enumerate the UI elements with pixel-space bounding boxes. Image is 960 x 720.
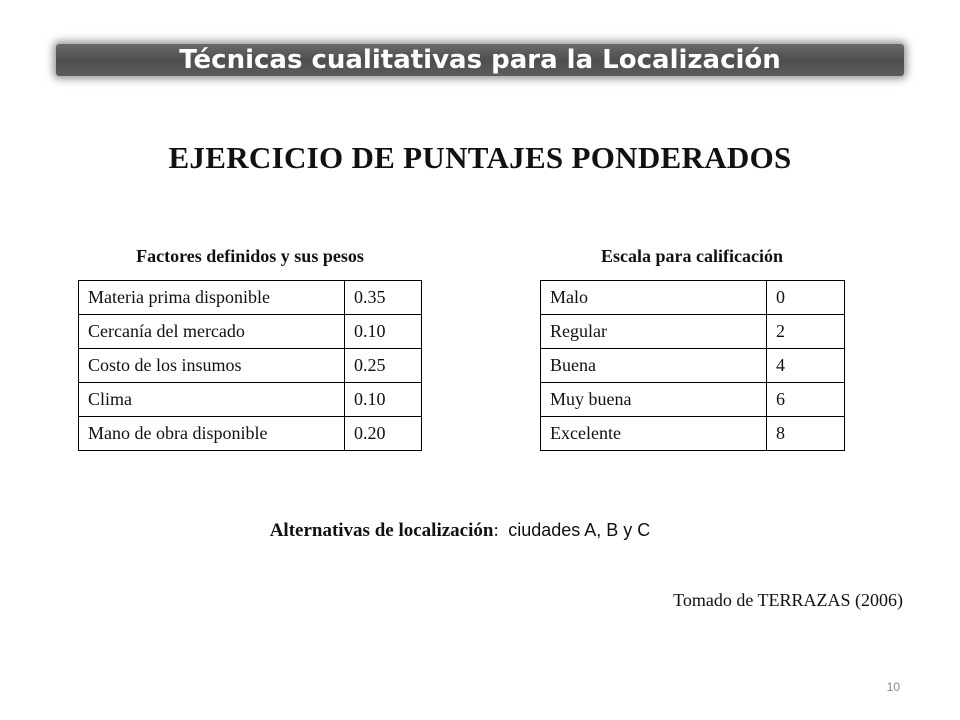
table-row (541, 315, 845, 349)
scale-score: 8 (767, 417, 845, 451)
table-row (79, 281, 422, 315)
factor-name: Cercanía del mercado (79, 315, 345, 349)
scale-label: Excelente (541, 417, 767, 451)
factor-weight: 0.20 (345, 417, 422, 451)
scale-score: 0 (767, 281, 845, 315)
factor-name: Materia prima disponible (79, 281, 345, 315)
page-heading: EJERCICIO DE PUNTAJES PONDERADOS (168, 140, 792, 175)
factor-name: Clima (79, 383, 345, 417)
table-row (79, 383, 422, 417)
alternatives-separator: : (493, 520, 499, 541)
factor-name: Mano de obra disponible (79, 417, 345, 451)
factor-weight: 0.10 (345, 315, 422, 349)
alternatives-label: Alternativas de localización (269, 520, 494, 541)
factors-table (78, 280, 422, 451)
scale-score: 6 (767, 383, 845, 417)
page-number: 10 (886, 680, 900, 694)
table-row (541, 417, 845, 451)
scale-label: Regular (541, 315, 767, 349)
alternatives-line (0, 520, 920, 542)
scale-table (540, 280, 845, 451)
factor-weight: 0.25 (345, 349, 422, 383)
factor-name: Costo de los insumos (79, 349, 345, 383)
table-row (541, 349, 845, 383)
scale-label: Buena (541, 349, 767, 383)
table-row (79, 417, 422, 451)
source-citation: Tomado de TERRAZAS (2006) (673, 590, 903, 610)
factors-table-caption: Factores definidos y sus pesos (136, 246, 364, 266)
alternatives-value: ciudades A, B y C (508, 520, 651, 540)
scale-label: Malo (541, 281, 767, 315)
scale-score: 2 (767, 315, 845, 349)
scale-table-caption: Escala para calificación (601, 246, 783, 266)
table-row (541, 281, 845, 315)
table-row (79, 315, 422, 349)
factor-weight: 0.35 (345, 281, 422, 315)
table-row (79, 349, 422, 383)
factor-weight: 0.10 (345, 383, 422, 417)
scale-score: 4 (767, 349, 845, 383)
table-row (541, 383, 845, 417)
slide-title-bar (56, 44, 904, 76)
scale-label: Muy buena (541, 383, 767, 417)
slide-title: Técnicas cualitativas para la Localización (179, 45, 781, 75)
